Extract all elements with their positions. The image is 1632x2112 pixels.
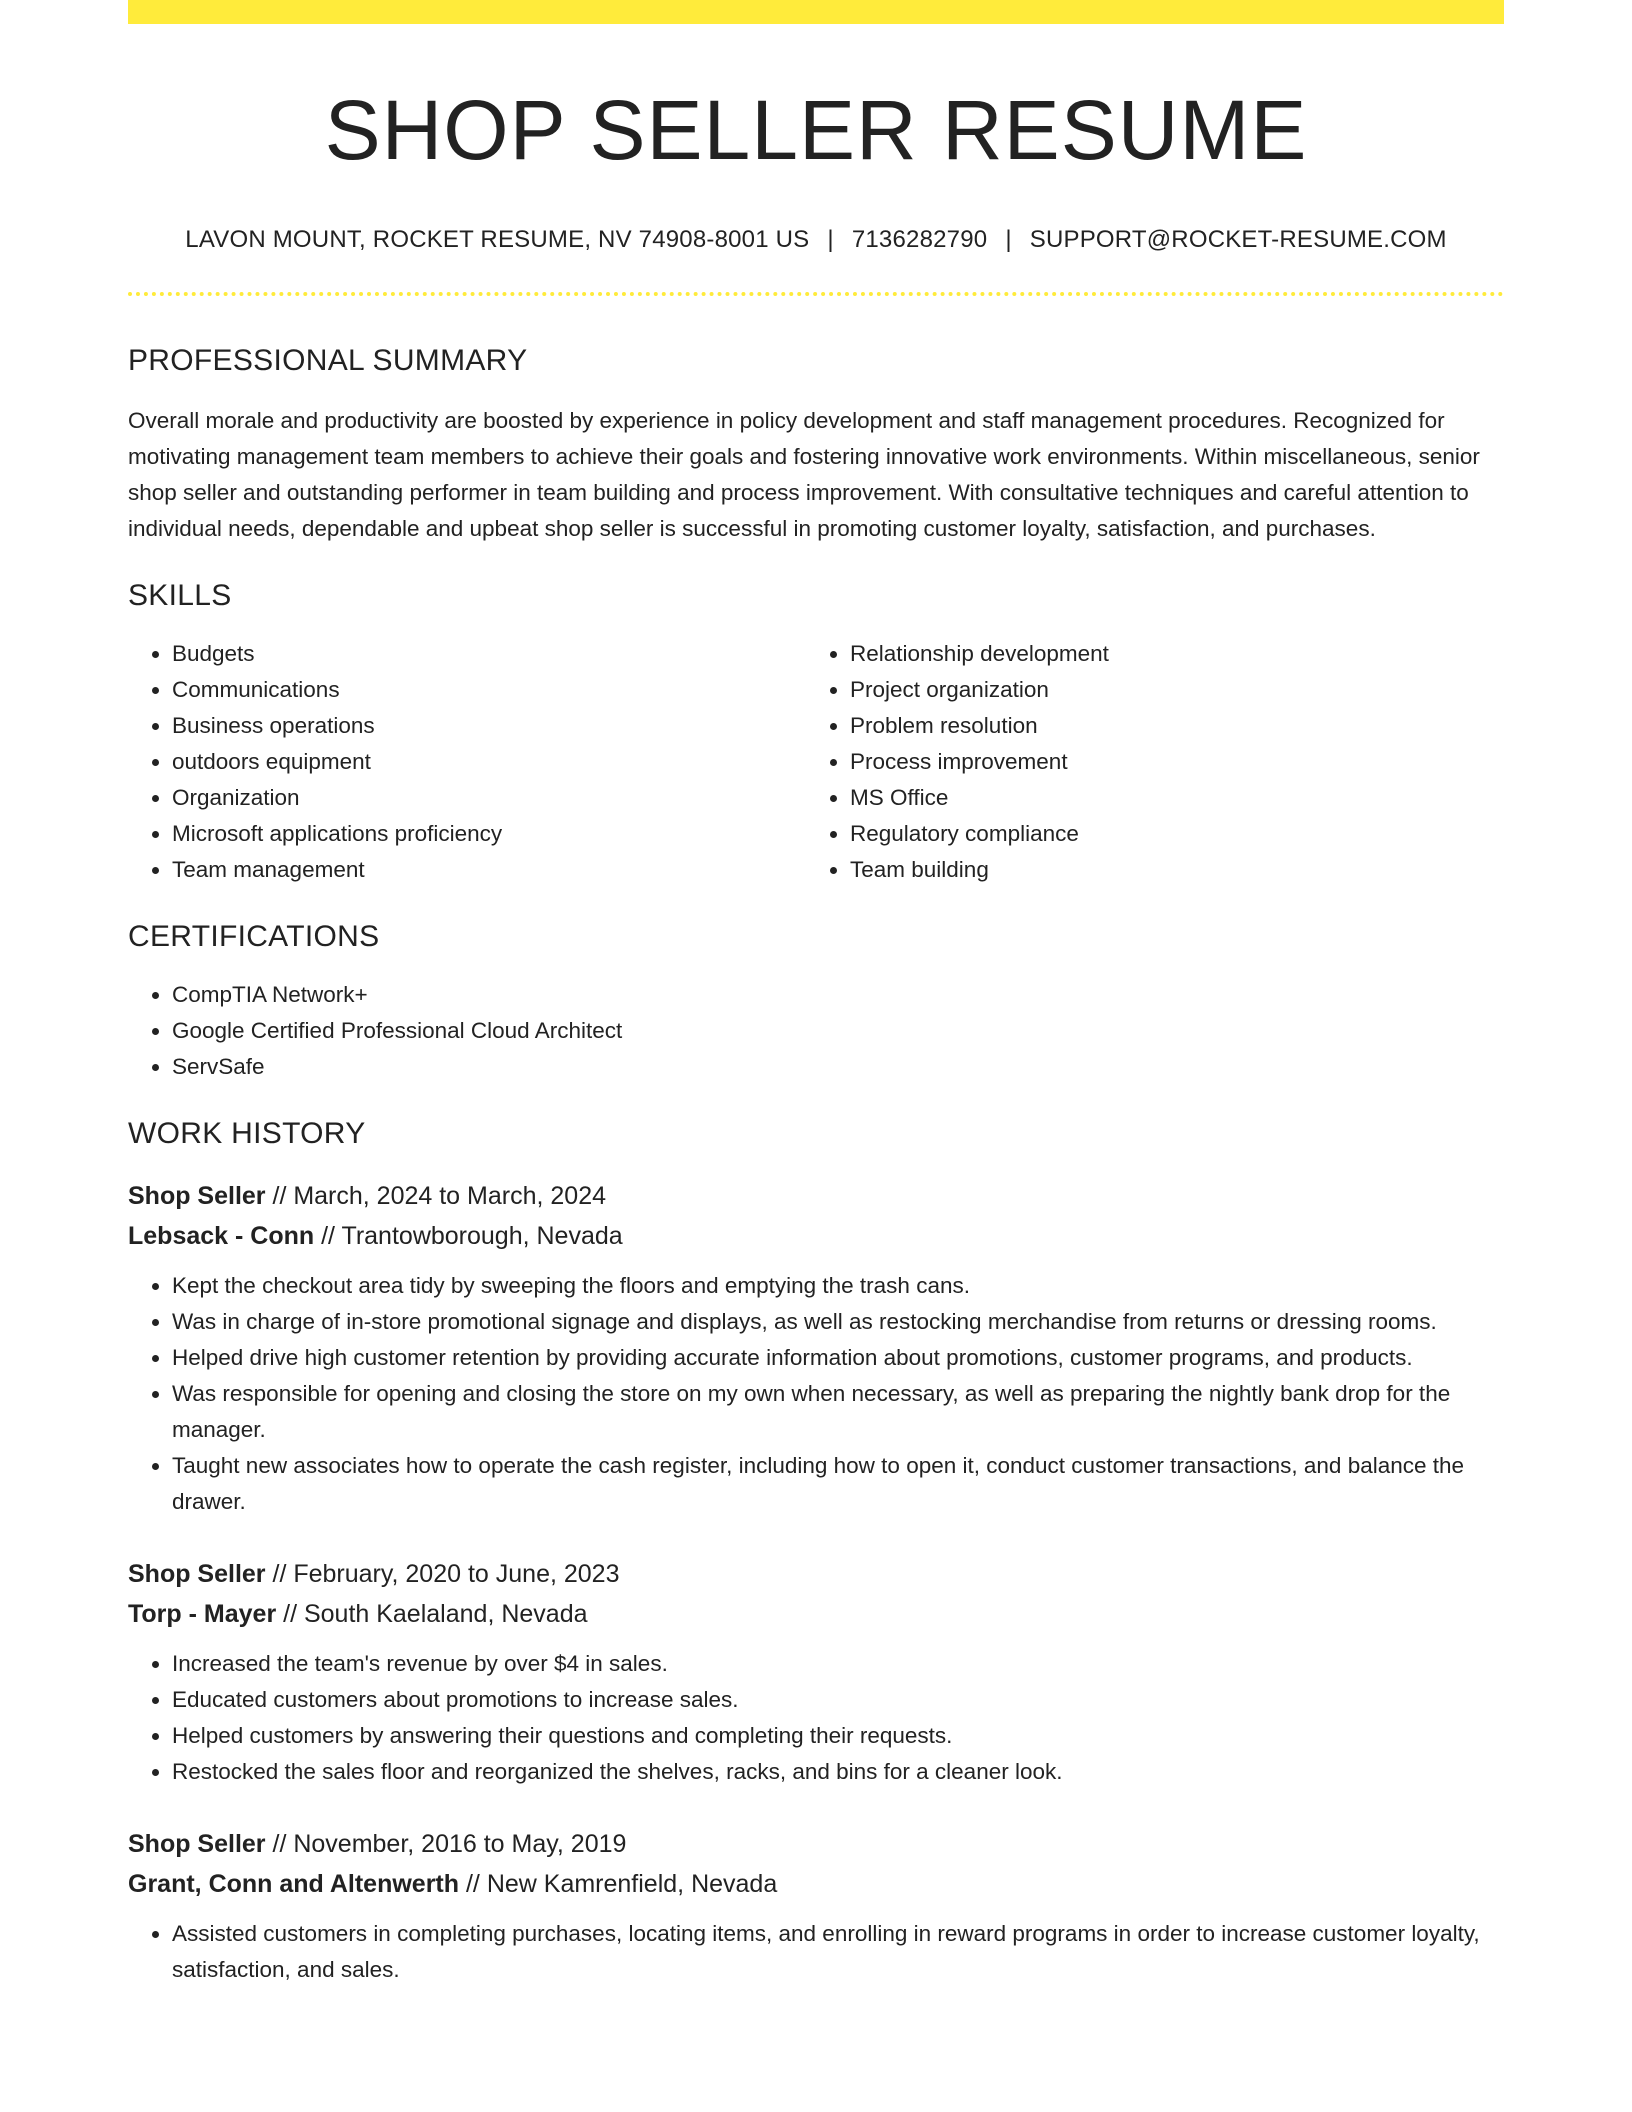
job-company-line (128, 1216, 1504, 1256)
job-location: // Trantowborough, Nevada (314, 1222, 623, 1251)
contact-separator: | (827, 226, 834, 254)
job-entry (128, 1824, 1504, 1988)
summary-heading: PROFESSIONAL SUMMARY (128, 344, 528, 378)
job-dates: // March, 2024 to March, 2024 (265, 1182, 607, 1211)
skill-item: • Budgets (172, 636, 806, 672)
skills-list (128, 636, 1504, 888)
job-duties (128, 1646, 1504, 1790)
skill-item: • Team management (172, 852, 806, 888)
page-title: SHOP SELLER RESUME (324, 83, 1308, 177)
summary-text: Overall morale and productivity are boosted by experience in policy development and staff management procedures. Recognized for motivating management team members to achieve their goals and fostering innovative work environments. Within miscellaneous, senior shop seller and outstanding performer in team building and process improvement. With consultative techniques and careful attention to individual needs, dependable and upbeat shop seller is successful in promoting customer loyalty, satisfaction, and purchases. (128, 408, 1480, 542)
skills-heading: SKILLS (128, 579, 232, 613)
job-title-line (128, 1176, 1504, 1216)
skills-column-left (128, 636, 806, 888)
job-location: // South Kaelaland, Nevada (276, 1600, 588, 1629)
contact-line (128, 226, 1504, 254)
job-entry (128, 1176, 1504, 1520)
job-company-line (128, 1864, 1504, 1904)
job-company: Torp - Mayer (128, 1600, 277, 1629)
skill-item: • Microsoft applications proficiency (172, 816, 806, 852)
contact-address: LAVON MOUNT, ROCKET RESUME, NV 74908-8001 US (185, 226, 810, 254)
certification-item: • CompTIA Network+ (172, 977, 1504, 1013)
job-duty-item: • Taught new associates how to operate the cash register, including how to open it, conduct customer transactions, and balance the drawer. (172, 1448, 1504, 1520)
job-duty-item: • Was responsible for opening and closing the store on my own when necessary, as well as preparing the nightly bank drop for the manager. (172, 1376, 1504, 1448)
job-duty-item: • Was in charge of in-store promotional signage and displays, as well as restocking merchandise from returns or dressing rooms. (172, 1304, 1504, 1340)
job-dates: // February, 2020 to June, 2023 (265, 1560, 620, 1589)
job-duty-item: • Assisted customers in completing purchases, locating items, and enrolling in reward programs in order to increase customer loyalty, satisfaction, and sales. (172, 1916, 1504, 1988)
job-duty-item: • Restocked the sales floor and reorganized the shelves, racks, and bins for a cleaner look. (172, 1754, 1504, 1790)
skill-item: • Business operations (172, 708, 806, 744)
skill-item: • Team building (850, 852, 1504, 888)
certification-item: • ServSafe (172, 1049, 1504, 1085)
job-company: Lebsack - Conn (128, 1222, 315, 1251)
job-duty-item: • Helped customers by answering their questions and completing their requests. (172, 1718, 1504, 1754)
certifications-list (128, 977, 1504, 1085)
job-entry (128, 1554, 1504, 1790)
job-duties (128, 1268, 1504, 1520)
job-duties (128, 1916, 1504, 1988)
skill-item: • MS Office (850, 780, 1504, 816)
contact-phone: 7136282790 (851, 226, 988, 254)
resume-page (128, 0, 1504, 1988)
accent-bar (128, 0, 1504, 24)
skill-item: • Project organization (850, 672, 1504, 708)
job-duty-item: • Increased the team's revenue by over $4 in sales. (172, 1646, 1504, 1682)
skill-item: • outdoors equipment (172, 744, 806, 780)
job-dates: // November, 2016 to May, 2019 (265, 1830, 627, 1859)
job-location: // New Kamrenfield, Nevada (459, 1870, 778, 1899)
job-duty-item: • Educated customers about promotions to increase sales. (172, 1682, 1504, 1718)
work-history-heading: WORK HISTORY (128, 1117, 366, 1151)
skill-item: • Communications (172, 672, 806, 708)
certification-item: • Google Certified Professional Cloud Architect (172, 1013, 1504, 1049)
job-title-line (128, 1554, 1504, 1594)
job-duty-item: • Helped drive high customer retention by providing accurate information about promotions, customer programs, and products. (172, 1340, 1504, 1376)
header-divider (128, 292, 1504, 296)
skill-item: • Organization (172, 780, 806, 816)
job-title-line (128, 1824, 1504, 1864)
skill-item: • Regulatory compliance (850, 816, 1504, 852)
job-duty-item: • Kept the checkout area tidy by sweeping the floors and emptying the trash cans. (172, 1268, 1504, 1304)
job-title: Shop Seller (128, 1560, 266, 1589)
job-company: Grant, Conn and Altenwerth (128, 1870, 460, 1899)
skill-item: • Problem resolution (850, 708, 1504, 744)
skills-column-right (806, 636, 1504, 888)
contact-email: SUPPORT@ROCKET-RESUME.COM (1029, 226, 1447, 254)
skill-item: • Relationship development (850, 636, 1504, 672)
certifications-heading: CERTIFICATIONS (128, 920, 380, 954)
job-title: Shop Seller (128, 1830, 266, 1859)
skill-item: • Process improvement (850, 744, 1504, 780)
job-company-line (128, 1594, 1504, 1634)
job-title: Shop Seller (128, 1182, 266, 1211)
contact-separator: | (1005, 226, 1012, 254)
